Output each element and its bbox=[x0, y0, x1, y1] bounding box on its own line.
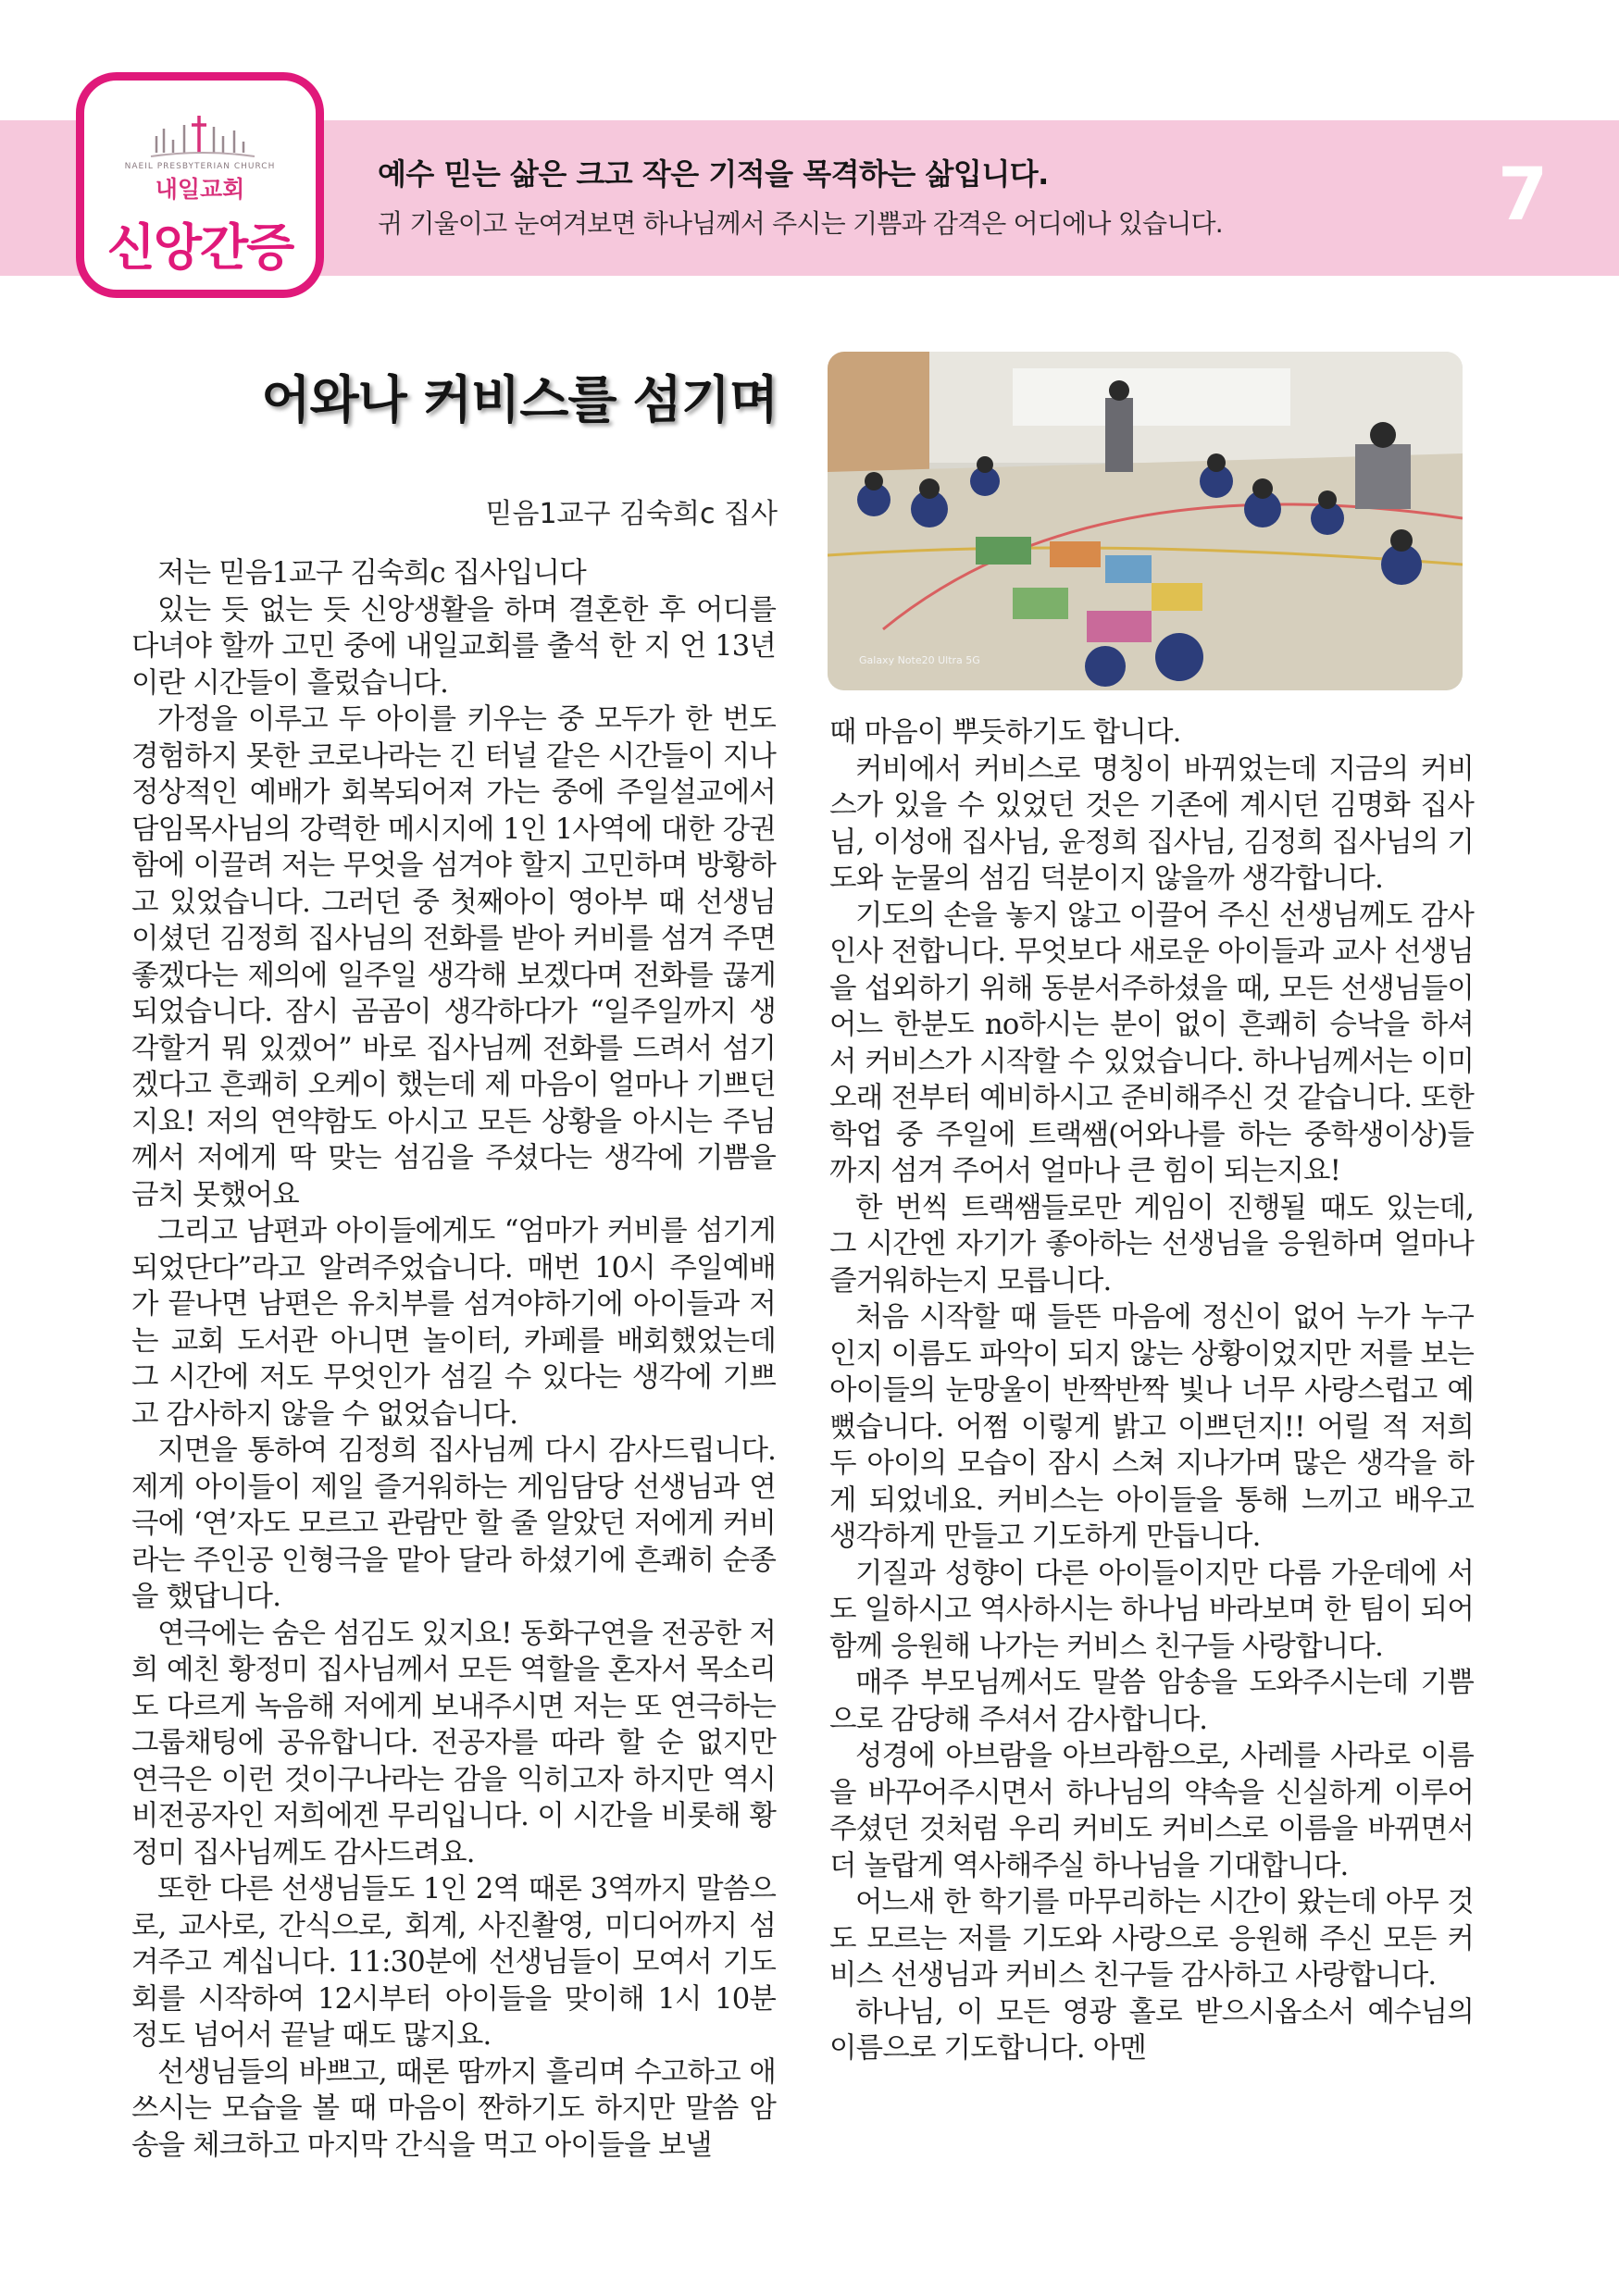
paragraph: 선생님들의 바쁘고, 때론 땀까지 흘리며 수고하고 애 쓰시는 모습을 볼 때 마음이 짠하기도 하지만 말씀 암송을 체크하고 마지막 간식을 먹고 아이들을 보낼 bbox=[131, 2055, 776, 2162]
header-title: 예수 믿는 삶은 크고 작은 기적을 목격하는 삶입니다. bbox=[378, 156, 1049, 192]
photo-image bbox=[828, 352, 1463, 690]
paragraph: 연극에는 숨은 섬김도 있지요! 동화구연을 전공한 저희 예친 황정미 집사님께서 모든 역할을 혼자서 목소리도 다르게 녹음해 저에게 보내주시면 저는 또 연극하는 그룹채팅에 공유합니다. 전공자를 따라 할 순 없지만 연극은 이런 것이구나라는 감을 익히고자 하지만 역시 비전공자인 저희에겐 무리입니다. 이 시간을 비롯해 황정미 집사님께도 감사드려요. bbox=[131, 1617, 776, 1869]
paragraph: 지면을 통하여 김정희 집사님께 다시 감사드립니다. 제게 아이들이 제일 즐거워하는 게임담당 선생님과 연극에 ‘연’자도 모르고 관람만 할 줄 알았던 저에게 커비라는 주인공 인형극을 맡아 달라 하셨기에 흔쾌히 순종을 했답니다. bbox=[131, 1434, 776, 1613]
section-title: 신앙간증 bbox=[106, 218, 293, 277]
church-skyline-icon bbox=[147, 112, 258, 164]
page-number: 7 bbox=[1498, 154, 1549, 237]
church-subtitle: NAEIL PRESBYTERIAN CHURCH bbox=[124, 162, 276, 171]
paragraph: 처음 시작할 때 들뜬 마음에 정신이 없어 누가 누구인지 이름도 파악이 되지 않는 상황이었지만 저를 보는 아이들의 눈망울이 반짝반짝 빛나 너무 사랑스럽고 예뻤습니다. 어쩜 이렇게 밝고 이쁘던지!! 어릴 적 저희 두 아이의 모습이 잠시 스쳐 지나가며 많은 생각을 하게 되었네요. 커비스는 아이들을 통해 느끼고 배우고 생각하게 만들고 기도하게 만듭니다. bbox=[829, 1301, 1474, 1553]
church-logo-badge bbox=[76, 72, 324, 298]
paragraph: 매주 부모님께서도 말씀 암송을 도와주시는데 기쁨으로 감당해 주셔서 감사합니다. bbox=[829, 1667, 1474, 1736]
paragraph: 기질과 성향이 다른 아이들이지만 다름 가운데에 서도 일하시고 역사하시는 하나님 바라보며 한 팀이 되어 함께 응원해 나가는 커비스 친구들 사랑합니다. bbox=[829, 1557, 1474, 1663]
church-name: 내일교회 bbox=[155, 176, 245, 203]
paragraph: 한 번씩 트랙쌤들로만 게임이 진행될 때도 있는데, 그 시간엔 자기가 좋아하는 선생님을 응원하며 얼마나 즐거워하는지 모릅니다. bbox=[829, 1191, 1474, 1297]
paragraph: 있는 듯 없는 듯 신앙생활을 하며 결혼한 후 어디를 다녀야 할까 고민 중에 내일교회를 출석 한 지 언 13년이란 시간들이 흘렀습니다. bbox=[131, 593, 776, 700]
photo-watermark: Galaxy Note20 Ultra 5G bbox=[859, 654, 980, 666]
paragraph: 가정을 이루고 두 아이를 키우는 중 모두가 한 번도 경험하지 못한 코로나라는 긴 터널 같은 시간들이 지나 정상적인 예배가 회복되어져 가는 중에 주일설교에서 담임목사님의 강력한 메시지에 1인 1사역에 대한 강권함에 이끌려 저는 무엇을 섬겨야 할지 고민하며 방황하고 있었습니다. 그러던 중 첫째아이 영아부 때 선생님이셨던 김정희 집사님의 전화를 받아 커비를 섬겨 주면 좋겠다는 제의에 일주일 생각해 보겠다며 전화를 끊게 되었습니다. 잠시 곰곰이 생각하다가 “일주일까지 생각할거 뭐 있겠어” 바로 집사님께 전화를 드려서 섬기겠다고 흔쾌히 오케이 했는데 제 마음이 얼마나 기쁘던지요! 저의 연약함도 아시고 모든 상황을 아시는 주님께서 저에게 딱 맞는 섬김을 주셨다는 생각에 기쁨을 금치 못했어요 bbox=[131, 703, 776, 1211]
article-column-right bbox=[829, 714, 1474, 2067]
paragraph: 성경에 아브람을 아브라함으로, 사레를 사라로 이름을 바꾸어주시면서 하나님의 약속을 신실하게 이루어 주셨던 것처럼 우리 커비도 커비스로 이름을 바뀌면서 더 놀랍게 역사해주실 하나님을 기대합니다. bbox=[829, 1740, 1474, 1882]
article-column-left bbox=[131, 555, 776, 2164]
paragraph: 저는 믿음1교구 김숙희c 집사입니다 bbox=[157, 557, 586, 590]
paragraph: 또한 다른 선생님들도 1인 2역 때론 3역까지 말씀으로, 교사로, 간식으로, 회계, 사진촬영, 미디어까지 섬겨주고 계십니다. 11:30분에 선생님들이 모여서 기도회를 시작하여 12시부터 아이들을 맞이해 1시 10분 정도 넘어서 끝날 때도 많지요. bbox=[131, 1873, 776, 2052]
article-byline: 믿음1교구 김숙희c 집사 bbox=[485, 498, 778, 530]
paragraph: 때 마음이 뿌듯하기도 합니다. bbox=[829, 716, 1181, 749]
article-title: 어와나 커비스를 섬기며 bbox=[261, 370, 778, 429]
paragraph: 어느새 한 학기를 마무리하는 시간이 왔는데 아무 것도 모르는 저를 기도와 사랑으로 응원해 주신 모든 커비스 선생님과 커비스 친구들 감사하고 사랑합니다. bbox=[829, 1886, 1474, 1992]
paragraph: 기도의 손을 놓지 않고 이끌어 주신 선생님께도 감사 인사 전합니다. 무엇보다 새로운 아이들과 교사 선생님을 섭외하기 위해 동분서주하셨을 때, 모든 선생님들이 어느 한분도 no하시는 분이 없이 흔쾌히 승낙을 하셔서 커비스가 시작할 수 있었습니다. 하나님께서는 이미 오래 전부터 예비하시고 준비해주신 것 같습니다. 또한 학업 중 주일에 트랙쌤(어와나를 하는 중학생이상)들까지 섬겨 주어서 얼마나 큰 힘이 되는지요! bbox=[829, 899, 1474, 1187]
header-subtitle: 귀 기울이고 눈여겨보면 하나님께서 주시는 기쁨과 감격은 어디에나 있습니다. bbox=[378, 208, 1223, 239]
classroom-photo bbox=[828, 352, 1463, 690]
paragraph: 그리고 남편과 아이들에게도 “엄마가 커비를 섬기게 되었단다”라고 알려주었습니다. 매번 10시 주일예배가 끝나면 남편은 유치부를 섬겨야하기에 아이들과 저는 교회 도서관 아니면 놀이터, 카페를 배회했었는데 그 시간에 저도 무엇인가 섬길 수 있다는 생각에 기쁘고 감사하지 않을 수 없었습니다. bbox=[131, 1215, 776, 1431]
paragraph: 하나님, 이 모든 영광 홀로 받으시옵소서 예수님의 이름으로 기도합니다. 아멘 bbox=[829, 1995, 1474, 2065]
paragraph: 커비에서 커비스로 명칭이 바뀌었는데 지금의 커비스가 있을 수 있었던 것은 기존에 계시던 김명화 집사님, 이성애 집사님, 윤정희 집사님, 김정희 집사님의 기도와 눈물의 섬김 덕분이지 않을까 생각합니다. bbox=[829, 752, 1474, 895]
